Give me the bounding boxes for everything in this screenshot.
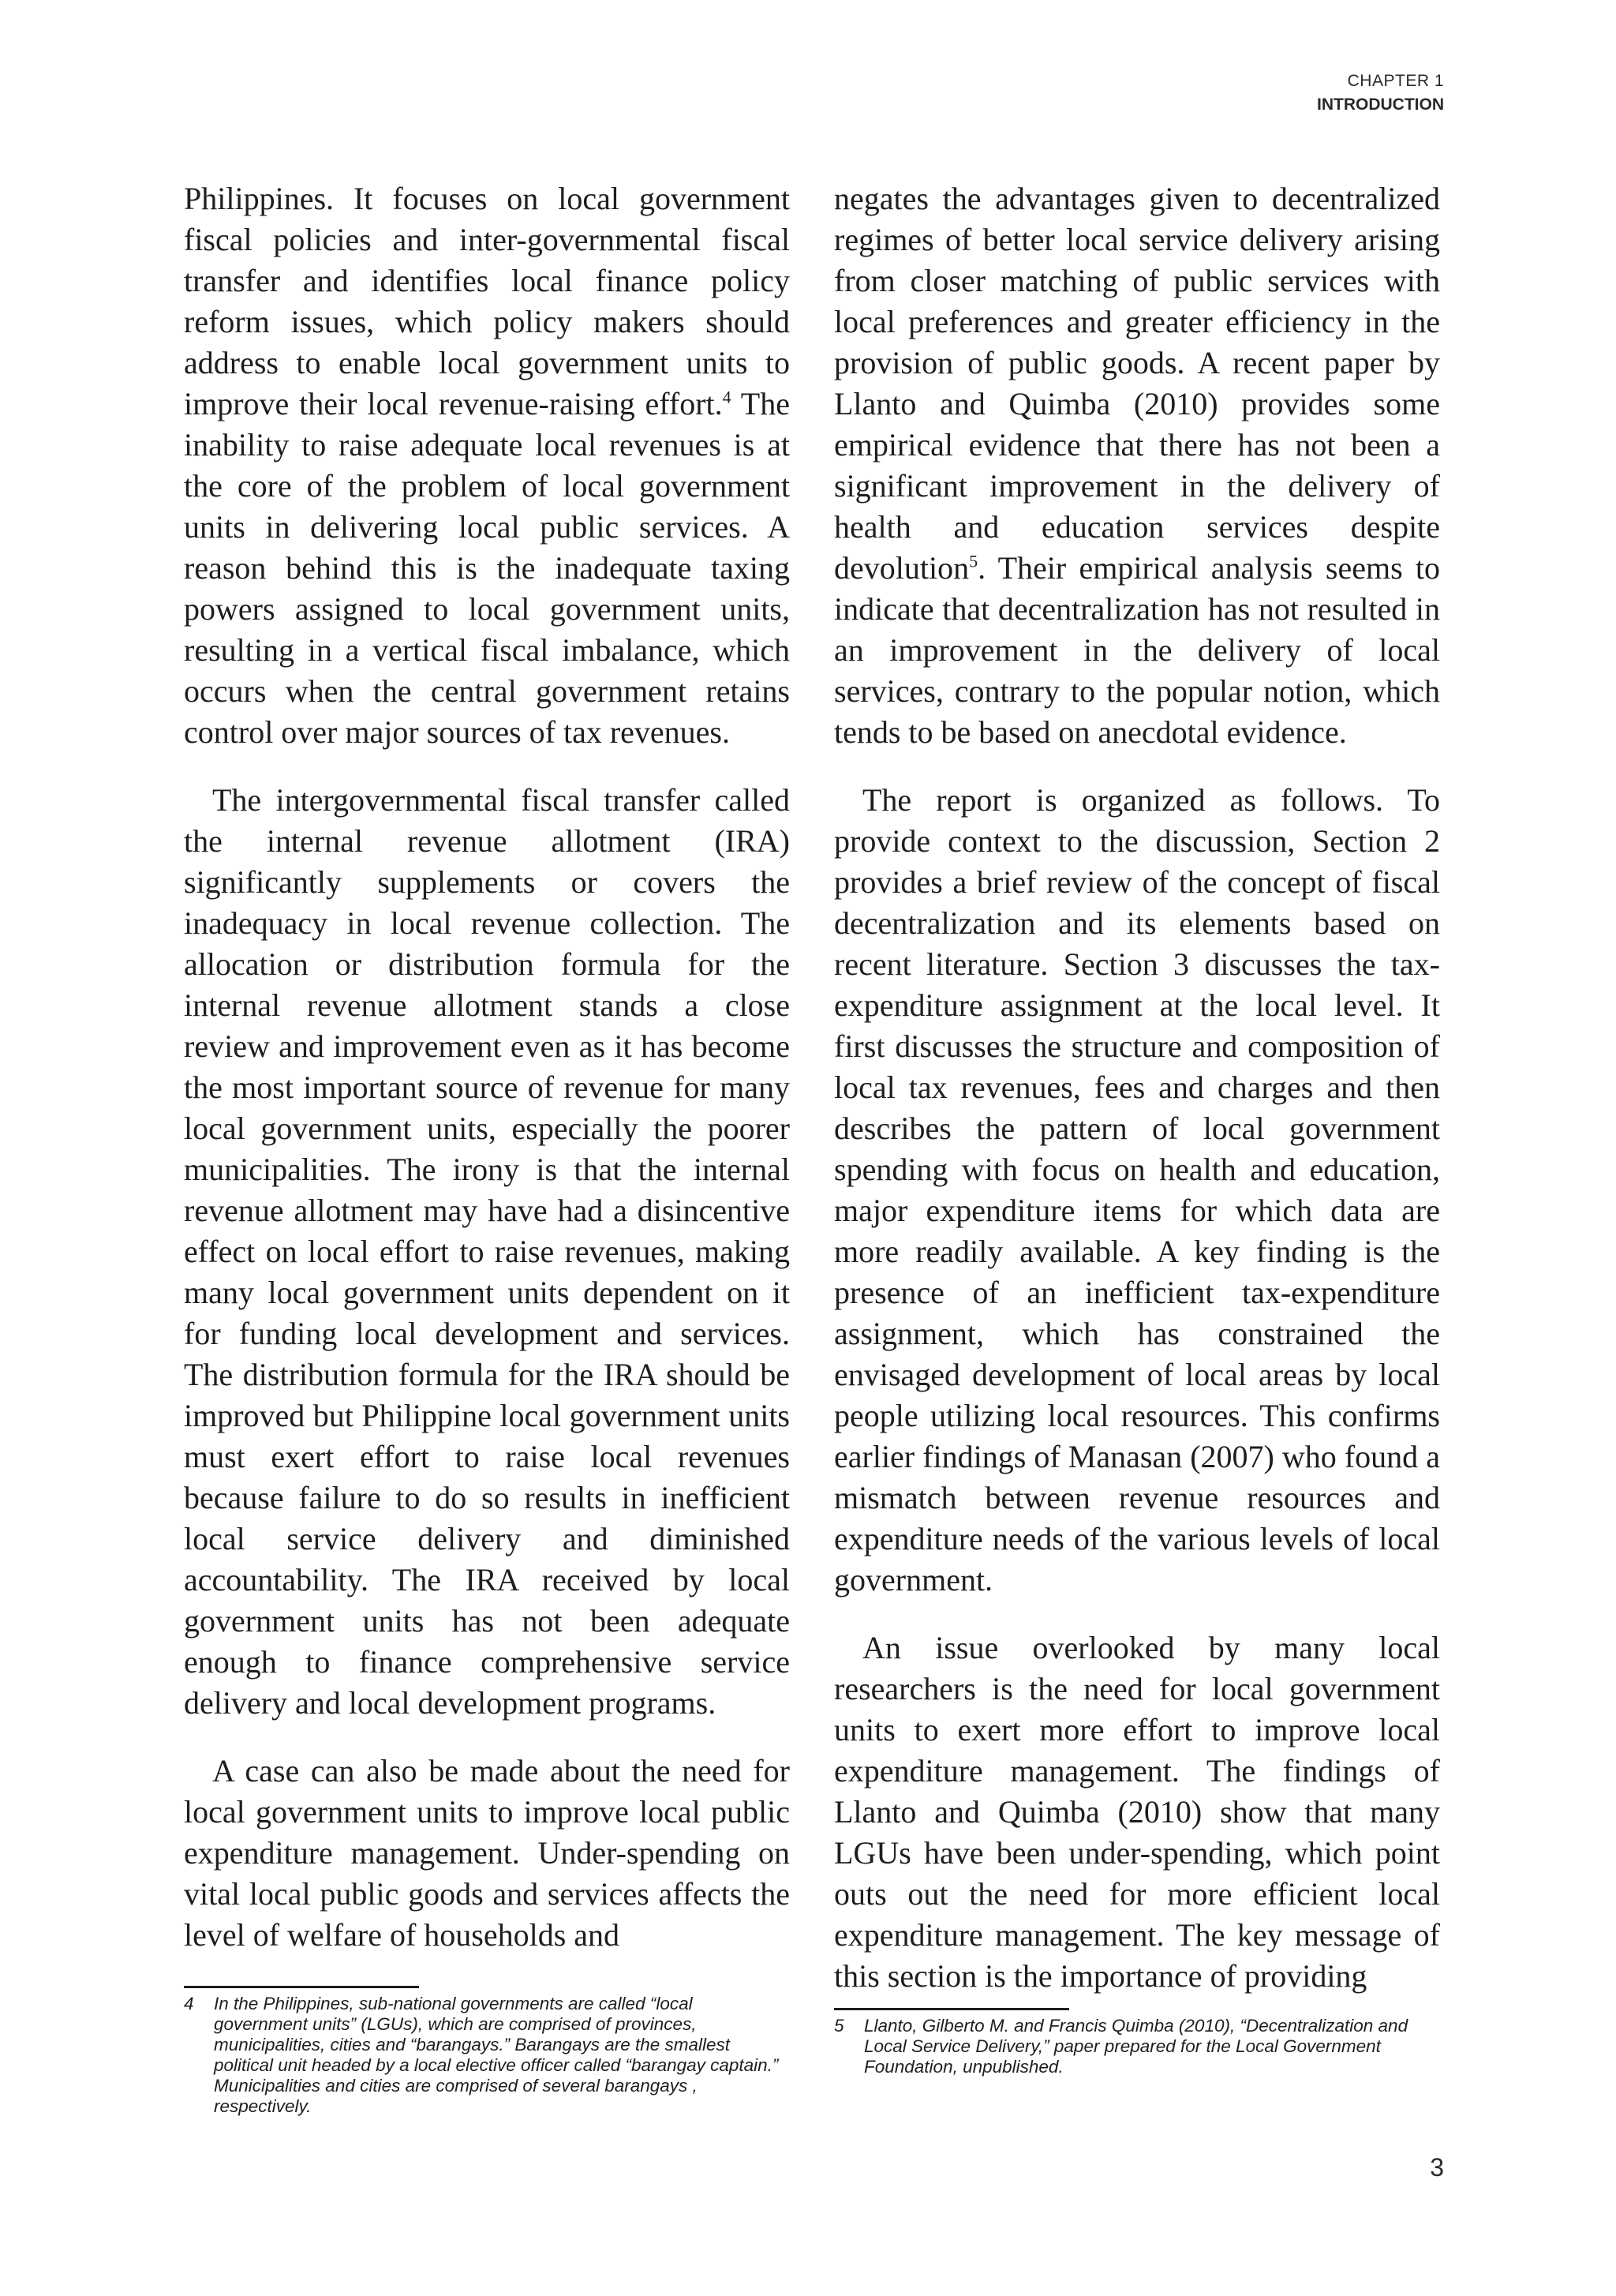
footnote-4 xyxy=(184,1994,784,2117)
footnote-4-text: In the Philippines, sub-national governments are called “local government units” (LGUs), which are comprised of provinces, municipalities, cities and “barangays.” Barangays are the smallest political unit headed by a local elective officer called “barangay captain.” Municipalities and cities are comprised of several barangays , respectively. xyxy=(214,1994,779,2116)
right-paragraph-2: The report is organized as follows. To provide context to the discussion, Section 2 provides a brief review of the concept of fiscal decentralization and its elements based on recent literature. Section 3 discusses the tax-expenditure assignment at the local level. It first discusses the structure and composition of local tax revenues, fees and charges and then describes the pattern of local government spending with focus on health and education, major expenditure items for which data are more readily available. A key finding is the presence of an inefficient tax-expenditure assignment, which has constrained the envisaged development of local areas by local people utilizing local resources. This confirms earlier findings of Manasan (2007) who found a mismatch between revenue resources and expenditure needs of the various levels of local government. xyxy=(834,782,1440,1597)
right-p1-text-a: negates the advantages given to decentralized regimes of better local service delivery arising from closer matching of public services with local preferences and greater efficiency in the provision of public goods. A recent paper by Llanto and Quimba (2010) provides some empirical evidence that there has not been a significant improvement in the delivery of health and education services despite devolution xyxy=(834,181,1440,586)
left-paragraph-3: A case can also be made about the need for local government units to improve local public expenditure management. Under-spending on vital local public goods and services affects the level of welfare of households and xyxy=(184,1753,790,1953)
footnote-4-number: 4 xyxy=(184,1994,194,2013)
running-head xyxy=(1317,69,1444,117)
footnote-5 xyxy=(834,2016,1434,2077)
left-p1-text-b: The inability to raise adequate local revenues is at the core of the problem of local government units in delivering local public services. A reason behind this is the inadequate taxing powers assigned to local government units, resulting in a vertical fiscal imbalance, which occurs when the central government retains control over major sources of tax revenues. xyxy=(184,386,790,750)
left-column xyxy=(184,178,790,1983)
right-p1-text-b: . Their empirical analysis seems to indicate that decentralization has not resulted in an improvement in the delivery of local services, contrary to the popular notion, which tends to be based on anecdotal evidence. xyxy=(834,550,1440,750)
footnote-rule-right xyxy=(834,2008,1069,2010)
left-paragraph-1 xyxy=(184,178,790,753)
footnote-rule-left xyxy=(184,1986,419,1988)
right-column xyxy=(834,178,1440,2024)
left-paragraph-2: The intergovernmental fiscal transfer called the internal revenue allotment (IRA) significantly supplements or covers the inadequacy in local revenue collection. The allocation or distribution formula for the internal revenue allotment stands a close review and improvement even as it has become the most important source of revenue for many local government units, especially the poorer municipalities. The irony is that the internal revenue allotment may have had a disincentive effect on local effort to raise revenues, making many local government units dependent on it for funding local development and services. The distribution formula for the IRA should be improved but Philippine local government units must exert effort to raise local revenues because failure to do so results in inefficient local service delivery and diminished accountability. The IRA received by local government units has not been adequate enough to finance comprehensive service delivery and local development programs. xyxy=(184,782,790,1721)
footnote-ref-4[interactable]: 4 xyxy=(722,387,731,407)
right-paragraph-3: An issue overlooked by many local researchers is the need for local government units to exert more effort to improve local expenditure management. The findings of Llanto and Quimba (2010) show that many LGUs have been under-spending, which point outs out the need for more efficient local expenditure management. The key message of this section is the importance of providing xyxy=(834,1630,1440,1994)
left-p1-text-a: Philippines. It focuses on local government fiscal policies and inter-governmental fiscal transfer and identifies local finance policy reform issues, which policy makers should address to enable local government units to improve their local revenue-raising effort. xyxy=(184,181,790,421)
footnote-ref-5[interactable]: 5 xyxy=(969,551,978,571)
chapter-label: CHAPTER 1 xyxy=(1347,72,1444,90)
section-label: INTRODUCTION xyxy=(1317,96,1444,114)
page-number: 3 xyxy=(1430,2153,1444,2182)
right-paragraph-1 xyxy=(834,178,1440,753)
footnote-5-text: Llanto, Gilberto M. and Francis Quimba (2010), “Decentralization and Local Service Delivery,” paper prepared for the Local Government Foundation, unpublished. xyxy=(864,2016,1408,2077)
footnote-5-number: 5 xyxy=(834,2016,844,2036)
